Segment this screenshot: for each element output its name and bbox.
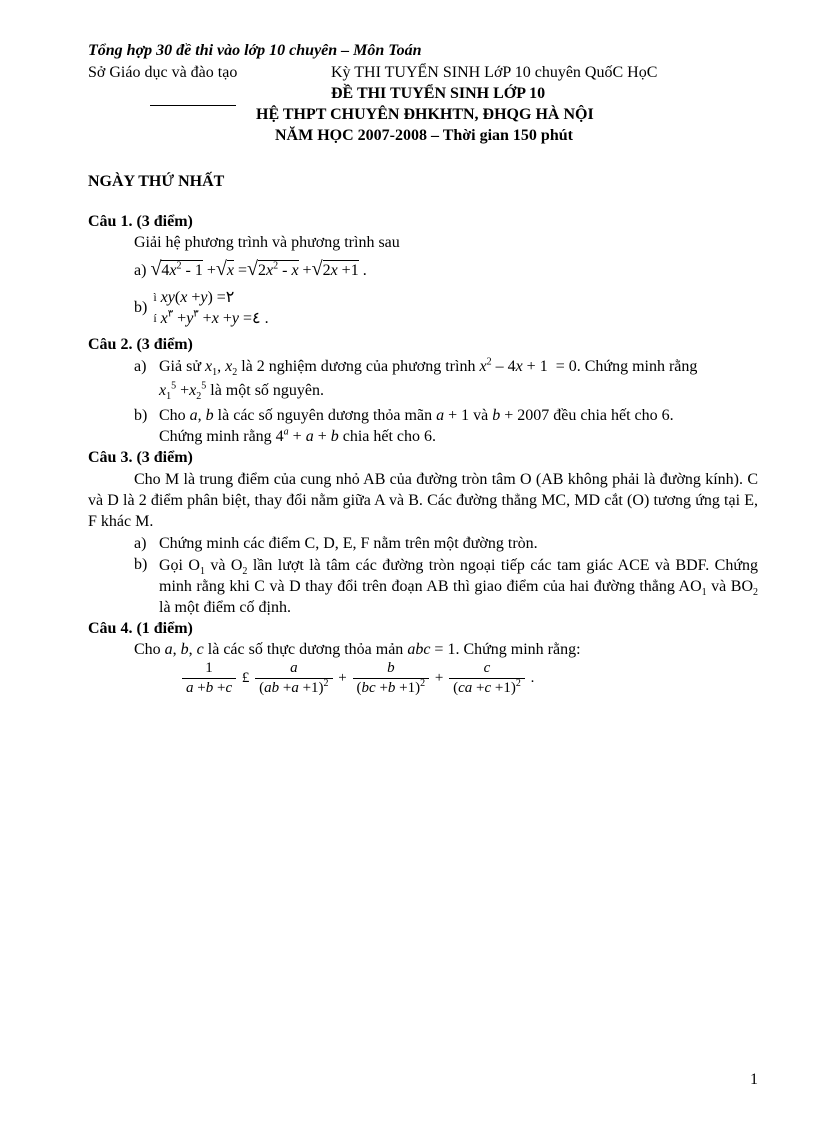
question-1b-label: b) — [134, 299, 148, 316]
system-brace: ì í — [153, 290, 157, 325]
question-1b-system: xy(x +y) =۲ $x^۳ +y^۳ +x +y$ =٤ . — [160, 289, 269, 327]
fraction-1: $\frac{1}{a +b +c}$ — [182, 660, 236, 697]
leq-symbol: £ — [241, 670, 250, 686]
header-divider — [150, 105, 236, 106]
question-2-title: Câu 2. (3 điểm) — [88, 336, 193, 353]
question-3a-text: Chứng minh các điểm C, D, E, F nằm trên một đường tròn. — [159, 535, 538, 552]
department-name: Sở Giáo dục và đào tạo — [88, 64, 238, 81]
page-number: 1 — [750, 1071, 758, 1088]
question-3b-text: Gọi $O_1$ và $O_2$ lần lượt là tâm các đường tròn ngoại tiếp các tam giác ACE và BDF. Chứng minh rằng khi C và D thay đổi trên đoạn AB thì giao điểm của hai đường thẳng $AO_1$ và $BO_2$ là một điểm cố định. — [159, 557, 759, 616]
fraction-4: $\frac{c}{(ca +c +1)^2}$ — [449, 660, 525, 697]
question-2b-label: b) — [134, 407, 148, 424]
question-2b-line-2: Chứng minh rằng $4^a + a + b$ chia hết cho 6. — [159, 426, 437, 445]
question-1-intro: Giải hệ phương trình và phương trình sau — [134, 234, 400, 251]
question-3-intro: Cho M là trung điểm của cung nhỏ AB của đường tròn tâm O (AB không phải là đường kính). C và D là 2 điểm phân biệt, thay đổi nằm giữa A và B. Các đường thẳng MC, MD cắt (O) tương ứng tại E, F khác M. — [88, 471, 758, 530]
question-1a — [134, 259, 367, 281]
question-2a-label: a) — [134, 358, 147, 375]
question-4-title: Câu 4. (1 điểm) — [88, 620, 193, 637]
question-1a-equation: $√4x^2 - 1 +√x =√2x^2 - x +√2x +1$ . — [150, 258, 367, 280]
question-3-title: Câu 3. (3 điểm) — [88, 449, 193, 466]
question-4-inequality: $\frac{1}{a +b +c}$ £ $\frac{a}{(ab +a +1)^2}$ + $\frac{b}{(bc +b +1)^2}$ + $\frac{c}{(ca +c +1)^2}$ . — [180, 660, 534, 697]
year-and-time: NĂM HỌC 2007-2008 – Thời gian 150 phút — [275, 127, 573, 144]
day-title: NGÀY THỨ NHẤT — [88, 173, 225, 190]
fraction-2: $\frac{a}{(ab +a +1)^2}$ — [255, 660, 332, 697]
fraction-3: $\frac{b}{(bc +b +1)^2}$ — [353, 660, 430, 697]
question-2a-line-1: Giả sử $x_1$, $x_2$ là 2 nghiệm dương của phương trình $x^2 - 4x + 1 = 0$. Chứng minh rằng — [159, 356, 698, 379]
question-4-intro: Cho a, b, c là các số thực dương thỏa mản abc = 1. Chứng minh rằng: — [134, 641, 581, 658]
question-3b-label: b) — [134, 556, 148, 573]
exam-name: Kỳ THI TUYỂN SINH LớP 10 chuyên QuốC HọC — [331, 64, 658, 81]
exam-title: ĐỀ THI TUYỂN SINH LỚP 10 — [331, 85, 546, 102]
school-name: HỆ THPT CHUYÊN ĐHKHTN, ĐHQG HÀ NỘI — [256, 106, 594, 123]
question-1b — [134, 287, 269, 329]
question-3a-label: a) — [134, 535, 147, 552]
collection-title: Tổng hợp 30 đề thi vào lớp 10 chuyên – Môn Toán — [88, 42, 422, 59]
question-2b-line-1: Cho a, b là các số nguyên dương thỏa mãn a + 1 và b + 2007 đều chia hết cho 6. — [159, 407, 674, 424]
question-2a-line-2: $x_1^5 +x_2^5$ là một số nguyên. — [159, 380, 325, 403]
question-1a-label: a) — [134, 262, 147, 279]
question-1-title: Câu 1. (3 điểm) — [88, 213, 193, 230]
